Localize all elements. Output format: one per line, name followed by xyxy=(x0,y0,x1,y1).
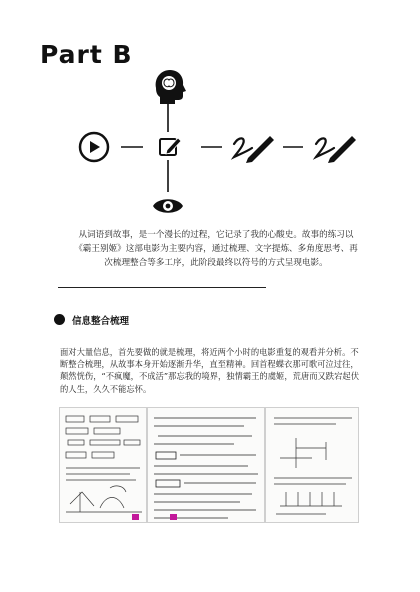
eye-icon xyxy=(153,199,183,213)
section-body: 面对大量信息，首先要做的就是梳理，将近两个小时的电影重复的观看并分析。不断整合梳理，从故事本身开始逐渐升华，直至精神。回首程蝶衣那可歌可泣过往，颠然恍伤，“不疯魔，不成活”那忘我的境界，独情霸王的虞姬，荒唐而又跌宕起伏的人生，久久不能忘怀。 xyxy=(60,347,359,394)
signature-pen-icon xyxy=(316,136,356,163)
play-circle-icon xyxy=(80,133,108,161)
page-title: Part B xyxy=(40,40,133,69)
section-title: 信息整合梳理 xyxy=(72,316,130,327)
head-brain-icon xyxy=(156,70,186,104)
bullet-dot-icon xyxy=(54,314,65,325)
sketch-sheet-right xyxy=(265,407,359,523)
diagram-notes xyxy=(266,408,359,523)
edit-note-icon xyxy=(160,138,181,155)
section-divider xyxy=(58,287,266,288)
signature-pen-icon xyxy=(234,136,274,163)
sketch-sheet-left xyxy=(59,407,147,523)
intro-paragraph: 从词语到故事，是一个漫长的过程，它记录了我的心酸史。故事的练习以《霸王别姬》这部电影为主要内容，通过梳理、文字提炼、多角度思考、再次梳理整合等多工序，此阶段最终以符号的方式呈现电影。 xyxy=(74,230,358,268)
process-flow-diagram xyxy=(0,0,420,230)
sketch-illustration xyxy=(60,408,147,523)
sketch-sheets xyxy=(59,407,359,523)
handwritten-notes xyxy=(148,408,265,523)
connector-lines xyxy=(121,104,303,192)
sketch-sheet-middle xyxy=(147,407,265,523)
